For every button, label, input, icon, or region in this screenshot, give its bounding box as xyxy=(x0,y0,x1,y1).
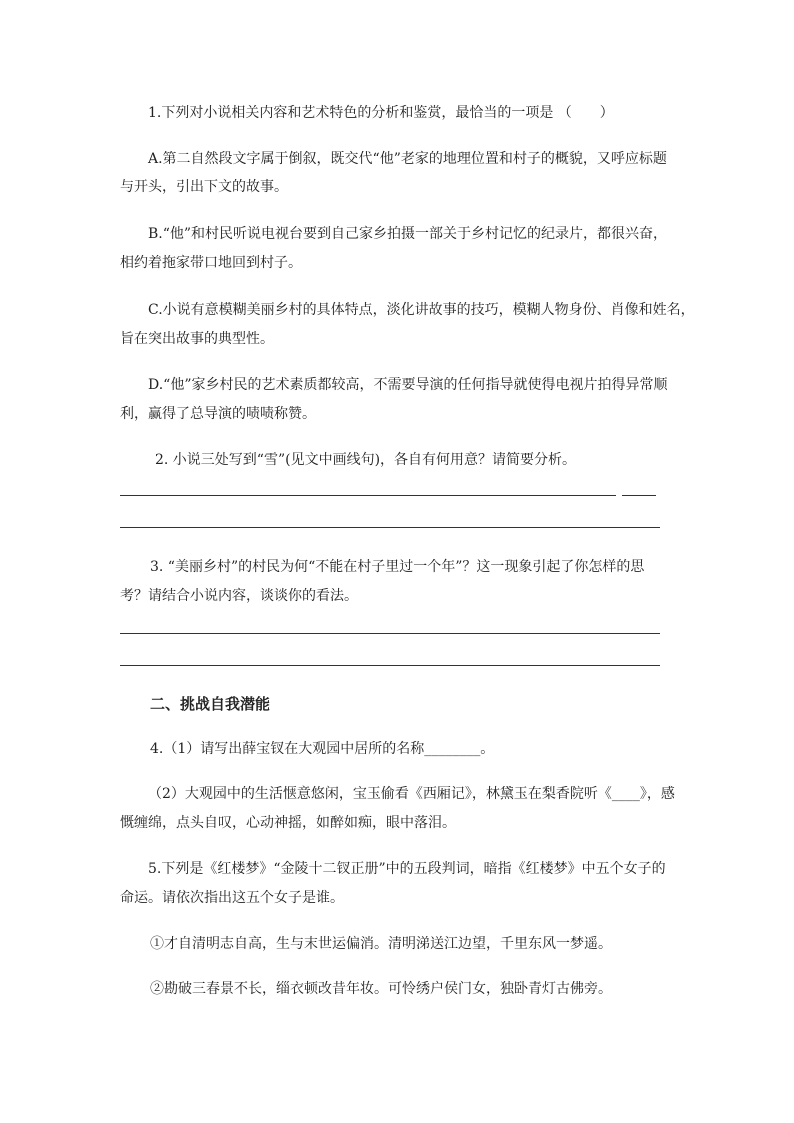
answer-line xyxy=(120,665,660,666)
question-5-line-1: 5.下列是《红楼梦》“金陵十二钗正册”中的五段判词，暗指《红楼梦》中五个女子的 xyxy=(148,861,666,877)
question-2-stem: 2. 小说三处写到“雪”(见文中画线句)，各自有何用意？请简要分析。 xyxy=(155,452,577,468)
answer-line xyxy=(120,495,616,496)
answer-line xyxy=(120,527,660,528)
option-a-line-1: A.第二自然段文字属于倒叙，既交代“他”老家的地理位置和村子的概貌，又呼应标题 xyxy=(148,151,667,167)
option-d-line-2: 利，赢得了总导演的啧啧称赞。 xyxy=(120,406,316,422)
option-b-line-1: B.“他”和村民听说电视台要到自己家乡拍摄一部关于乡村记忆的纪录片，都很兴奋， xyxy=(148,226,668,242)
option-b-line-2: 相约着拖家带口地回到村子。 xyxy=(120,255,302,271)
question-1-stem: 1.下列对小说相关内容和艺术特色的分析和鉴赏，最恰当的一项是 （ ） xyxy=(148,105,614,121)
option-a-line-2: 与开头，引出下文的故事。 xyxy=(120,179,288,195)
question-3-line-1: 3. “美丽乡村”的村民为何“不能在村子里过一个年”？这一现象引起了你怎样的思 xyxy=(150,559,645,575)
question-4-part-2-line-1: （2）大观园中的生活惬意悠闲，宝玉偷看《西厢记》，林黛玉在梨香院听《____》，感 xyxy=(148,786,675,802)
question-3-line-2: 考？请结合小说内容，谈谈你的看法。 xyxy=(120,588,358,604)
question-4-part-1: 4.（1）请写出薛宝钗在大观园中居所的名称________。 xyxy=(150,741,495,757)
section-2-title: 二、挑战自我潜能 xyxy=(150,695,271,713)
question-5-line-2: 命运。请依次指出这五个女子是谁。 xyxy=(120,890,344,906)
answer-line xyxy=(120,633,660,634)
question-4-part-2-line-2: 慨缠绵，点头自叹，心动神摇，如醉如痴，眼中落泪。 xyxy=(120,815,456,831)
option-c-line-2: 旨在突出故事的典型性。 xyxy=(120,331,274,347)
option-d-line-1: D.“他”家乡村民的艺术素质都较高，不需要导演的任何指导就使得电视片拍得异常顺 xyxy=(148,377,668,393)
verse-1: ①才自清明志自高，生与末世运偏消。清明涕送江边望，千里东风一梦遥。 xyxy=(150,936,612,952)
verse-2: ②勘破三春景不长，缁衣顿改昔年妆。可怜绣户侯门女，独卧青灯古佛旁。 xyxy=(150,981,612,997)
option-c-line-1: C.小说有意模糊美丽乡村的具体特点，淡化讲故事的技巧，模糊人物身份、肖像和姓名， xyxy=(148,302,695,318)
answer-line xyxy=(622,495,656,496)
